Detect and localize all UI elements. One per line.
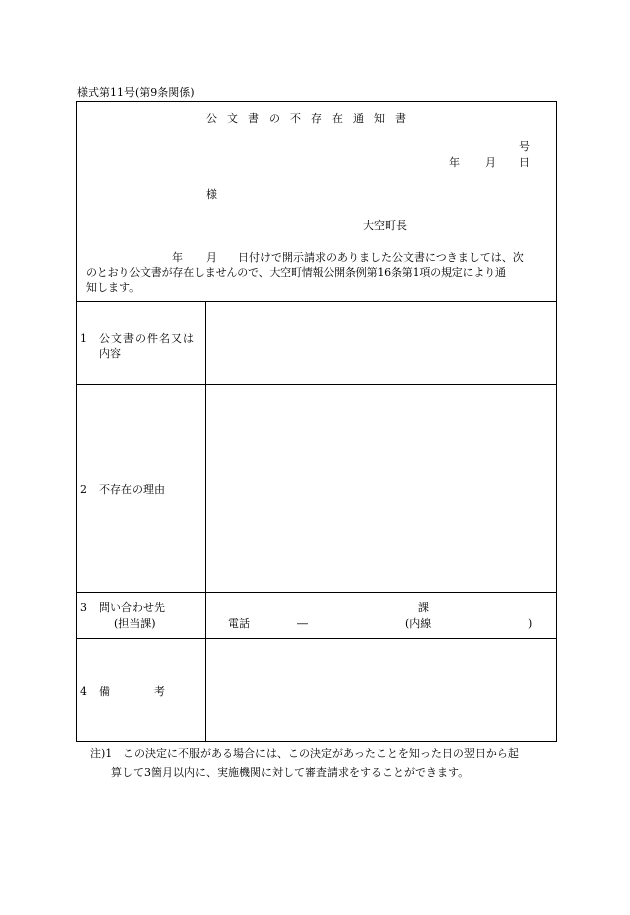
row-divider-1 <box>76 384 557 385</box>
body-date-month: 月 <box>206 251 217 264</box>
number-label: 号 <box>519 140 530 153</box>
document-title: 公文書の不存在通知書 <box>206 112 416 125</box>
body-date-year: 年 <box>172 251 183 264</box>
row-3-label-line-2: (担当課) <box>114 617 156 630</box>
row-3-number: 3 <box>80 601 87 614</box>
row-2-number: 2 <box>80 483 87 496</box>
day-label: 日 <box>519 156 530 169</box>
row-1-label-line-2: 内容 <box>99 347 121 360</box>
row-4-number: 4 <box>80 685 87 698</box>
issuer-name: 大空町長 <box>363 219 407 232</box>
row-divider-2 <box>76 592 557 593</box>
section-label: 課 <box>418 601 429 614</box>
table-top-border <box>76 301 557 302</box>
month-label: 月 <box>485 156 496 169</box>
row-divider-3 <box>76 638 557 639</box>
note-line-2: 算して3箇月以内に、実施機関に対して審査請求をすることができます。 <box>111 766 470 779</box>
extension-close: ) <box>528 617 533 630</box>
form-frame <box>76 101 557 742</box>
recipient-suffix: 様 <box>206 188 217 201</box>
phone-label: 電話 <box>228 617 250 630</box>
column-divider <box>205 301 206 742</box>
note-line-1: この決定に不服がある場合には、この決定があったことを知った日の翌日から起 <box>123 747 519 760</box>
form-label: 様式第11号(第9条関係) <box>77 86 195 99</box>
row-1-label: 公文書の件名又は <box>99 332 195 345</box>
row-2-label: 不存在の理由 <box>99 483 165 496</box>
year-label: 年 <box>449 156 460 169</box>
body-line-2: のとおり公文書が存在しませんので、大空町情報公開条例第16条第1項の規定により通 <box>86 266 506 279</box>
row-4-label: 備 考 <box>99 685 165 698</box>
note-prefix: 注)1 <box>90 747 113 760</box>
body-line-3: 知します。 <box>86 281 141 294</box>
extension-label: (内線 <box>405 617 432 630</box>
body-line-1: 日付けで開示請求のありました公文書につきましては、次 <box>238 251 524 264</box>
row-1-number: 1 <box>80 332 87 345</box>
phone-dash: ― <box>297 617 308 630</box>
row-3-label: 問い合わせ先 <box>99 601 165 614</box>
